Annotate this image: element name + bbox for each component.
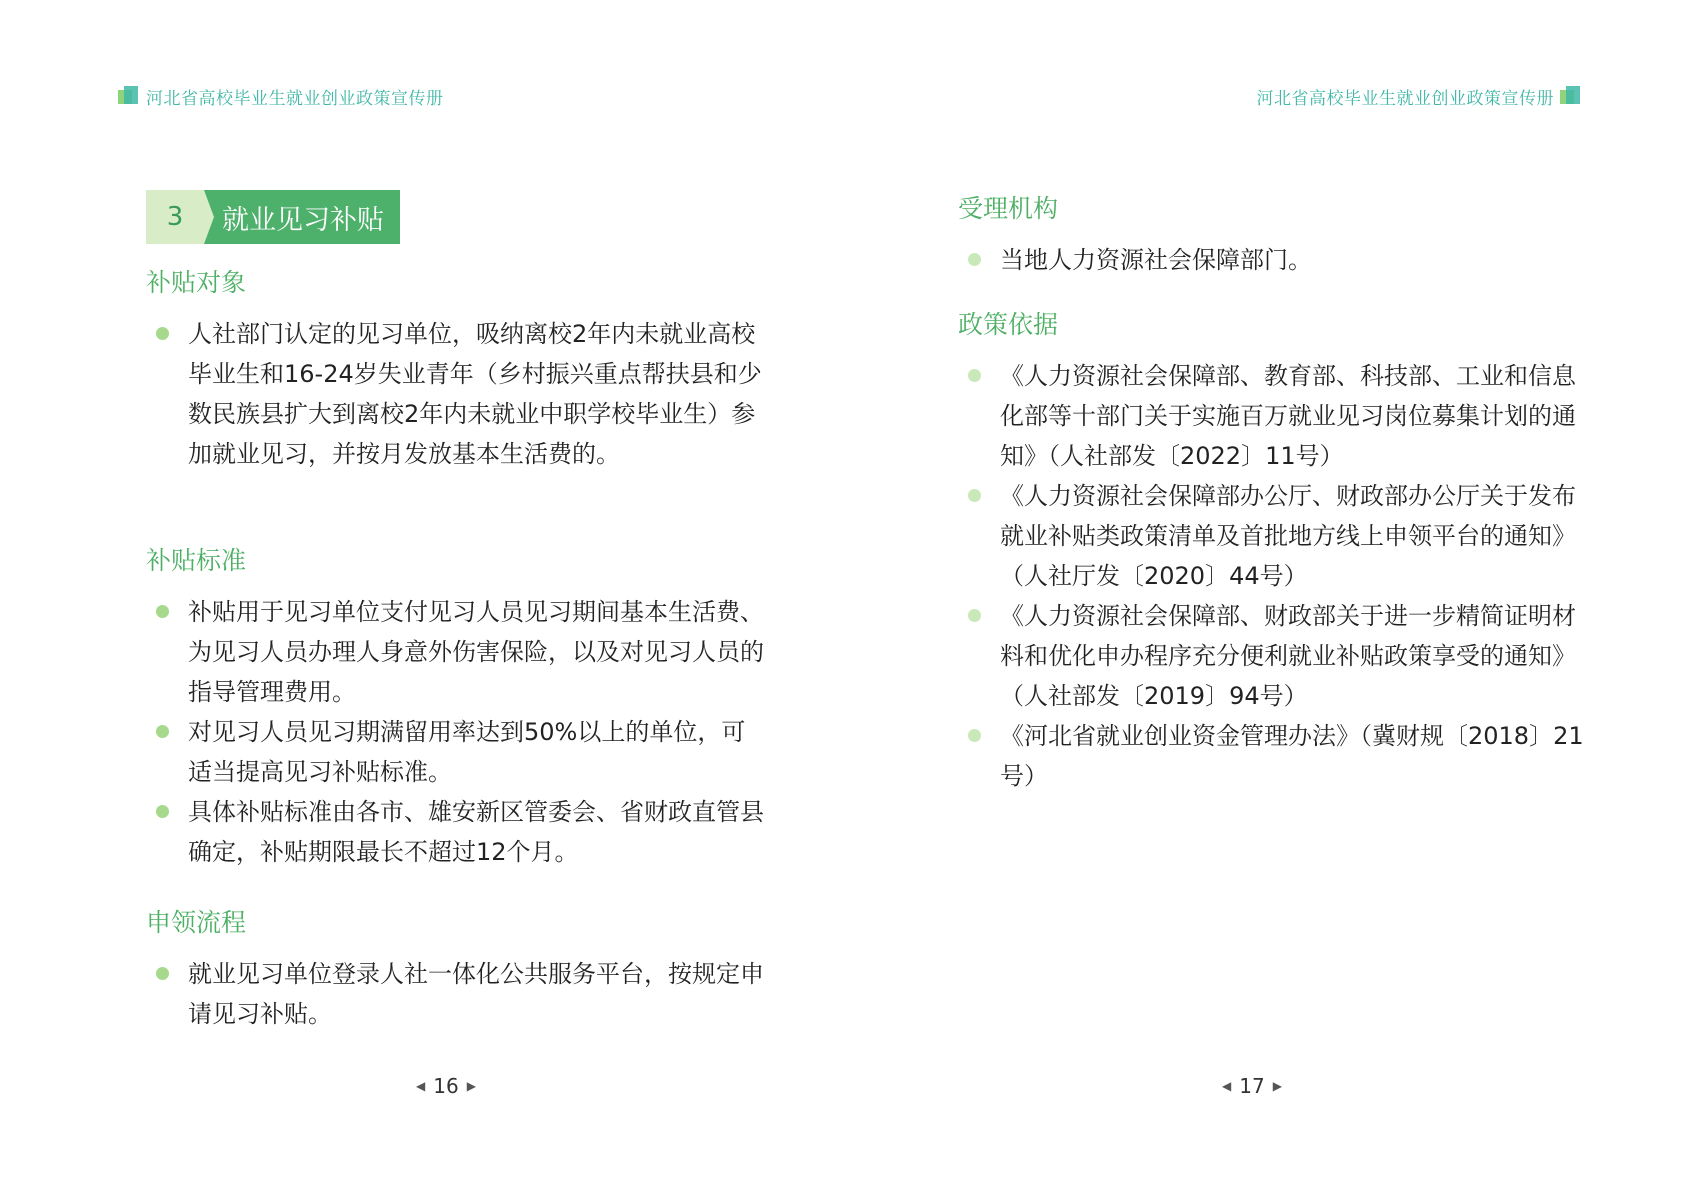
list-item: 《人力资源社会保障部办公厅、财政部办公厅关于发布就业补贴类政策清单及首批地方线上申领平台的通知》（人社厅发〔2020〕44号） xyxy=(958,476,1598,596)
heading-policy-basis: 政策依据 xyxy=(958,310,1059,339)
running-head-right xyxy=(1257,84,1583,109)
triangle-right-icon: ▶ xyxy=(466,1079,476,1093)
list-item: 《河北省就业创业资金管理办法》（冀财规〔2018〕21号） xyxy=(958,716,1598,796)
running-head-left xyxy=(118,84,444,109)
list-item: 当地人力资源社会保障部门。 xyxy=(958,240,1598,280)
block-subsidy-standard xyxy=(146,546,766,872)
page-number: 16 xyxy=(433,1074,459,1098)
list-item: 具体补贴标准由各市、雄安新区管委会、省财政直管县确定，补贴期限最长不超过12个月。 xyxy=(146,792,766,872)
triangle-right-icon: ▶ xyxy=(1272,1079,1282,1093)
triangle-left-icon: ◀ xyxy=(1222,1079,1232,1093)
section-tag-arrow xyxy=(204,190,214,244)
heading-handling-agency: 受理机构 xyxy=(958,194,1059,223)
right-page xyxy=(850,0,1700,1200)
heading-subsidy-standard: 补贴标准 xyxy=(146,546,247,575)
section-tag xyxy=(146,190,400,244)
page-number-left xyxy=(416,1074,476,1098)
page-number: 17 xyxy=(1239,1074,1265,1098)
list-item: 就业见习单位登录人社一体化公共服务平台，按规定申请见习补贴。 xyxy=(146,954,766,1034)
block-subsidy-target xyxy=(146,268,766,474)
section-number: 3 xyxy=(146,190,204,244)
heading-subsidy-target: 补贴对象 xyxy=(146,268,247,297)
list-item: 《人力资源社会保障部、教育部、科技部、工业和信息化部等十部门关于实施百万就业见习岗位募集计划的通知》（人社部发〔2022〕11号） xyxy=(958,356,1598,476)
list-item: 《人力资源社会保障部、财政部关于进一步精简证明材料和优化申办程序充分便利就业补贴政策享受的通知》（人社部发〔2019〕94号） xyxy=(958,596,1598,716)
triangle-left-icon: ◀ xyxy=(416,1079,426,1093)
list-item: 补贴用于见习单位支付见习人员见习期间基本生活费、为见习人员办理人身意外伤害保险，以及对见习人员的指导管理费用。 xyxy=(146,592,766,712)
block-handling-agency xyxy=(958,194,1598,280)
block-application-process xyxy=(146,908,766,1034)
section-title: 就业见习补贴 xyxy=(214,190,400,244)
heading-application-process: 申领流程 xyxy=(146,908,247,937)
running-head-text: 河北省高校毕业生就业创业政策宣传册 xyxy=(1256,89,1554,109)
running-head-text: 河北省高校毕业生就业创业政策宣传册 xyxy=(146,89,444,109)
page-number-right xyxy=(1222,1074,1282,1098)
list-item: 对见习人员见习期满留用率达到50%以上的单位，可适当提高见习补贴标准。 xyxy=(146,712,766,792)
brand-square-icon xyxy=(1560,86,1582,108)
list-item: 人社部门认定的见习单位，吸纳离校2年内未就业高校毕业生和16-24岁失业青年（乡村振兴重点帮扶县和少数民族县扩大到离校2年内未就业中职学校毕业生）参加就业见习，并按月发放基本生活费的。 xyxy=(146,314,766,474)
block-policy-basis xyxy=(958,310,1598,796)
brand-square-icon xyxy=(118,86,140,108)
